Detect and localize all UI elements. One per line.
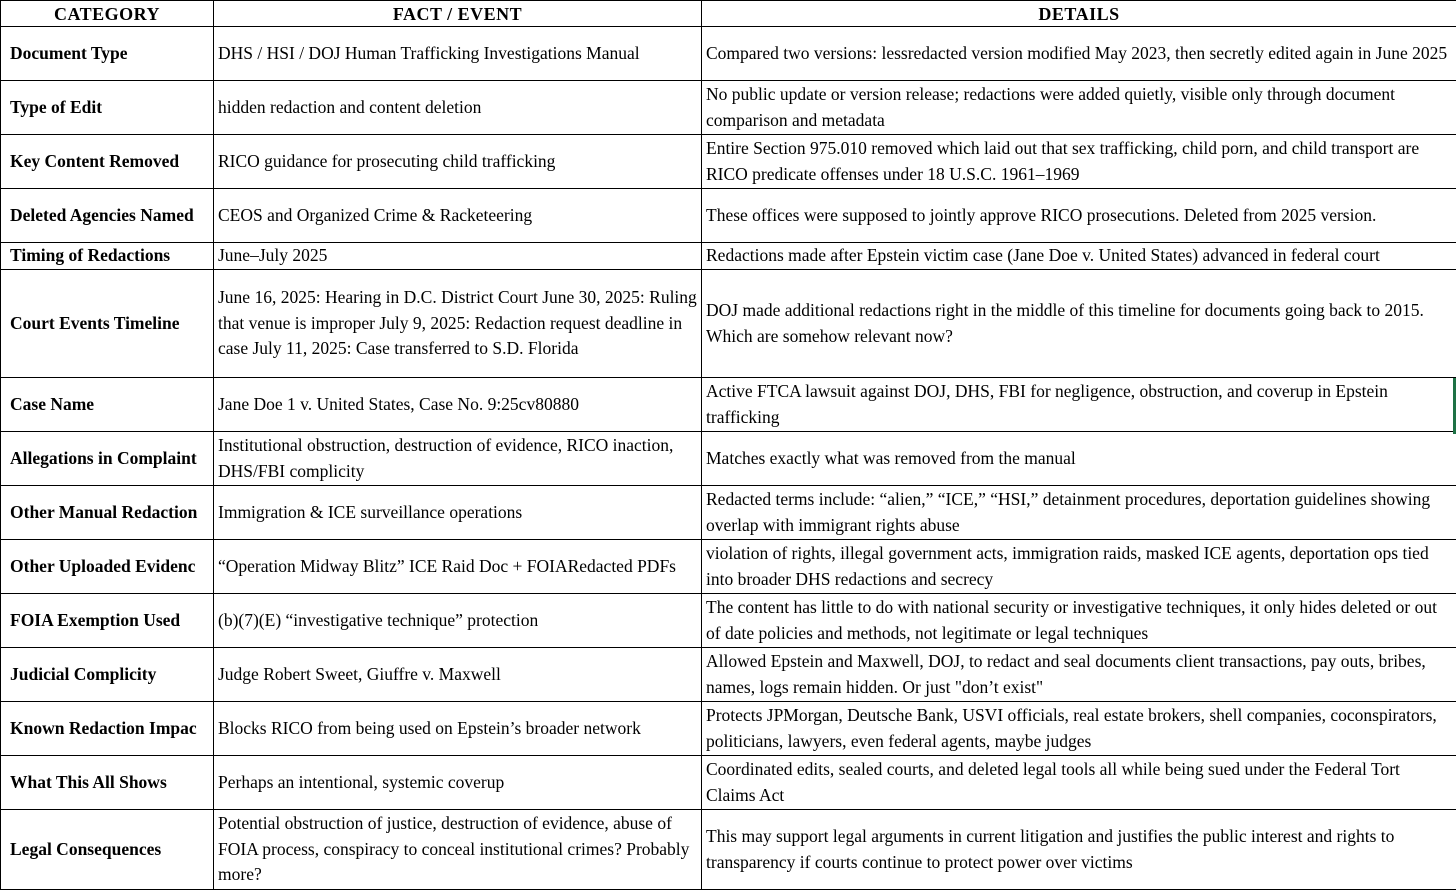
category-cell[interactable]: Timing of Redactions: [1, 243, 214, 270]
details-cell[interactable]: Coordinated edits, sealed courts, and deleted legal tools all while being sued under the Federal Tort Claims Act: [702, 756, 1456, 810]
details-cell[interactable]: This may support legal arguments in current litigation and justifies the public interest and rights to transparency if courts continue to protect power over victims: [702, 810, 1456, 890]
header-category[interactable]: CATEGORY: [1, 1, 214, 27]
fact-cell[interactable]: Blocks RICO from being used on Epstein’s broader network: [214, 702, 702, 756]
details-cell[interactable]: DOJ made additional redactions right in the middle of this timeline for documents going back to 2015. Which are somehow relevant now?: [702, 270, 1456, 378]
table-row: [1, 702, 1456, 756]
table-row: [1, 810, 1456, 890]
category-cell[interactable]: Allegations in Complaint: [1, 432, 214, 486]
table-row: [1, 243, 1456, 270]
details-cell[interactable]: Active FTCA lawsuit against DOJ, DHS, FBI for negligence, obstruction, and coverup in Epstein trafficking: [702, 378, 1456, 432]
table-row: [1, 378, 1456, 432]
fact-cell[interactable]: Institutional obstruction, destruction of evidence, RICO inaction, DHS/FBI complicity: [214, 432, 702, 486]
fact-cell[interactable]: DHS / HSI / DOJ Human Trafficking Investigations Manual: [214, 27, 702, 81]
category-cell[interactable]: Deleted Agencies Named: [1, 189, 214, 243]
details-cell[interactable]: Protects JPMorgan, Deutsche Bank, USVI officials, real estate brokers, shell companies, coconspirators, politicians, lawyers, even federal agents, maybe judges: [702, 702, 1456, 756]
fact-cell[interactable]: June 16, 2025: Hearing in D.C. District Court June 30, 2025: Ruling that venue is improper July 9, 2025: Redaction request deadline in case July 11, 2025: Case transferred to S.D. Florida: [214, 270, 702, 378]
details-cell[interactable]: Matches exactly what was removed from the manual: [702, 432, 1456, 486]
table-row: [1, 135, 1456, 189]
table-row: [1, 270, 1456, 378]
header-fact[interactable]: FACT / EVENT: [214, 1, 702, 27]
table-row: [1, 81, 1456, 135]
category-cell[interactable]: What This All Shows: [1, 756, 214, 810]
table-row: [1, 189, 1456, 243]
details-cell[interactable]: No public update or version release; redactions were added quietly, visible only through document comparison and metadata: [702, 81, 1456, 135]
details-cell[interactable]: Allowed Epstein and Maxwell, DOJ, to redact and seal documents client transactions, pay outs, bribes, names, logs remain hidden. Or just "don’t exist": [702, 648, 1456, 702]
details-cell[interactable]: Compared two versions: lessredacted version modified May 2023, then secretly edited again in June 2025: [702, 27, 1456, 81]
details-cell[interactable]: These offices were supposed to jointly approve RICO prosecutions. Deleted from 2025 version.: [702, 189, 1456, 243]
fact-cell[interactable]: CEOS and Organized Crime & Racketeering: [214, 189, 702, 243]
category-cell[interactable]: Other Manual Redaction: [1, 486, 214, 540]
fact-cell[interactable]: Jane Doe 1 v. United States, Case No. 9:25cv80880: [214, 378, 702, 432]
fact-cell[interactable]: “Operation Midway Blitz” ICE Raid Doc + FOIARedacted PDFs: [214, 540, 702, 594]
category-cell[interactable]: Known Redaction Impac: [1, 702, 214, 756]
details-cell[interactable]: The content has little to do with national security or investigative techniques, it only hides deleted or out of date policies and methods, not legitimate or legal techniques: [702, 594, 1456, 648]
fact-cell[interactable]: Immigration & ICE surveillance operations: [214, 486, 702, 540]
fact-cell[interactable]: Judge Robert Sweet, Giuffre v. Maxwell: [214, 648, 702, 702]
table-row: [1, 432, 1456, 486]
table-row: [1, 27, 1456, 81]
category-cell[interactable]: Case Name: [1, 378, 214, 432]
header-details[interactable]: DETAILS: [702, 1, 1456, 27]
category-cell[interactable]: Other Uploaded Evidenc: [1, 540, 214, 594]
details-cell[interactable]: violation of rights, illegal government acts, immigration raids, masked ICE agents, deportation ops tied into broader DHS redactions and secrecy: [702, 540, 1456, 594]
category-cell[interactable]: Legal Consequences: [1, 810, 214, 890]
category-cell[interactable]: Type of Edit: [1, 81, 214, 135]
category-cell[interactable]: Judicial Complicity: [1, 648, 214, 702]
category-cell[interactable]: Key Content Removed: [1, 135, 214, 189]
details-cell[interactable]: Redacted terms include: “alien,” “ICE,” “HSI,” detainment procedures, deportation guidelines showing overlap with immigrant rights abuse: [702, 486, 1456, 540]
category-cell[interactable]: Document Type: [1, 27, 214, 81]
table-row: [1, 648, 1456, 702]
category-cell[interactable]: FOIA Exemption Used: [1, 594, 214, 648]
header-row: [1, 1, 1456, 27]
category-cell[interactable]: Court Events Timeline: [1, 270, 214, 378]
fact-cell[interactable]: Potential obstruction of justice, destruction of evidence, abuse of FOIA process, conspiracy to conceal institutional crimes? Probably more?: [214, 810, 702, 890]
details-cell[interactable]: Entire Section 975.010 removed which laid out that sex trafficking, child porn, and child transport are RICO predicate offenses under 18 U.S.C. 1961–1969: [702, 135, 1456, 189]
fact-cell[interactable]: Perhaps an intentional, systemic coverup: [214, 756, 702, 810]
table-row: [1, 486, 1456, 540]
fact-cell[interactable]: (b)(7)(E) “investigative technique” protection: [214, 594, 702, 648]
table-row: [1, 756, 1456, 810]
fact-cell[interactable]: RICO guidance for prosecuting child trafficking: [214, 135, 702, 189]
fact-cell[interactable]: June–July 2025: [214, 243, 702, 270]
details-cell[interactable]: Redactions made after Epstein victim case (Jane Doe v. United States) advanced in federal court: [702, 243, 1456, 270]
table-row: [1, 540, 1456, 594]
fact-cell[interactable]: hidden redaction and content deletion: [214, 81, 702, 135]
table-row: [1, 594, 1456, 648]
